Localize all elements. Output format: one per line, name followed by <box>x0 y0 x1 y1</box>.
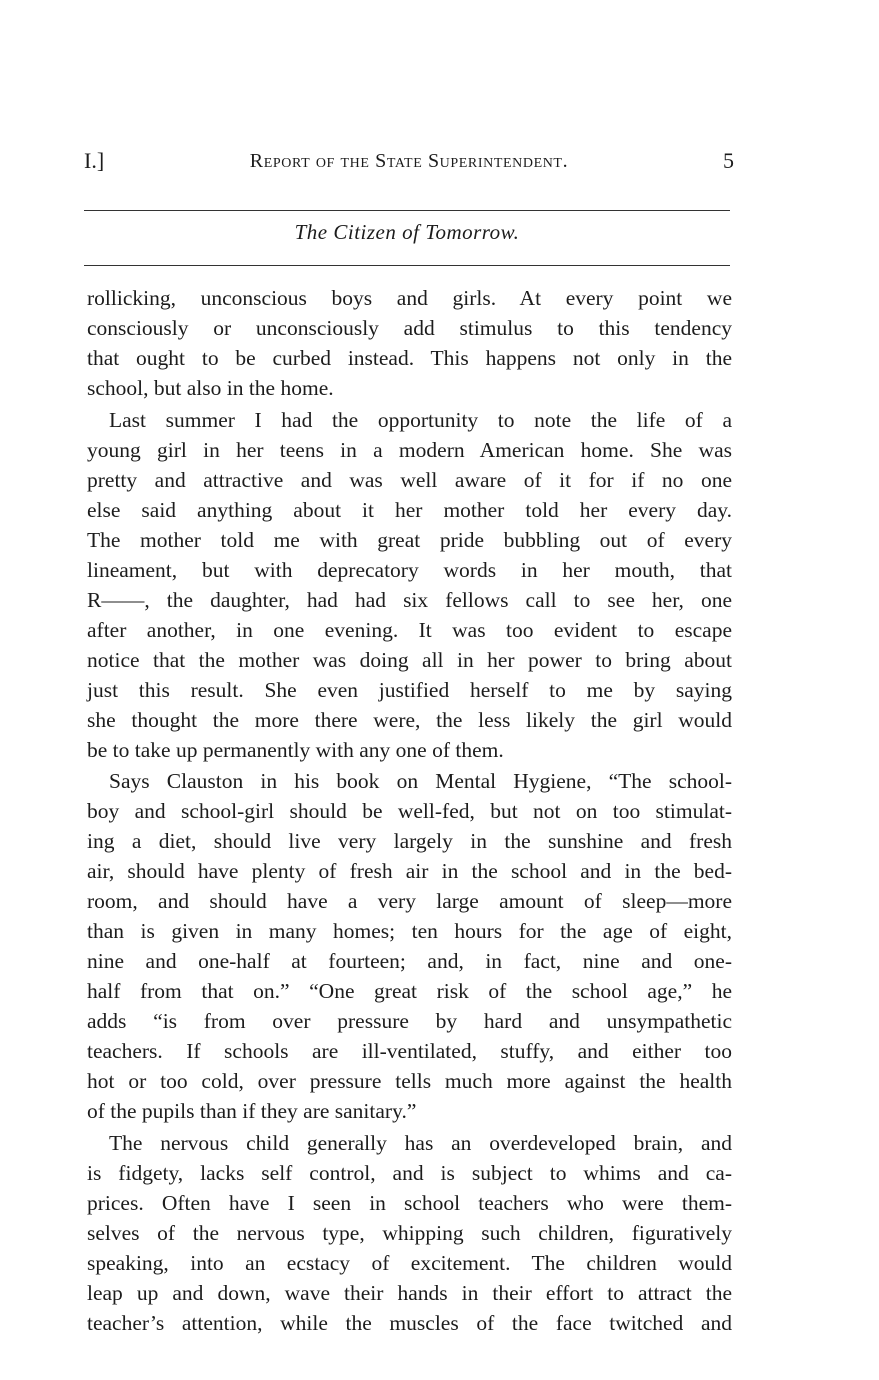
text-line: just this result. She even justified herself to me by saying <box>87 677 732 702</box>
text-line: nine and one-half at fourteen; and, in fact, nine and one- <box>87 949 732 973</box>
text-line: than is given in many homes; ten hours for the age of eight, <box>87 919 732 943</box>
text-line: room, and should have a very large amount of sleep—more <box>87 889 732 913</box>
text-line: prices. Often have I seen in school teachers who were them- <box>87 1190 732 1215</box>
text-line: after another, in one evening. It was too evident to escape <box>87 617 732 642</box>
text-line: that ought to be curbed instead. This happens not only in the <box>87 346 732 370</box>
text-line: teachers. If schools are ill-ventilated, stuffy, and either too <box>87 1039 732 1063</box>
header-rule-top <box>84 210 730 211</box>
text-line: adds “is from over pressure by hard and unsympathetic <box>87 1009 732 1033</box>
paragraph <box>87 405 732 765</box>
text-line: ing a diet, should live very largely in the sunshine and fresh <box>87 829 732 853</box>
text-line: The mother told me with great pride bubbling out of every <box>87 527 732 552</box>
header-rule-bottom <box>84 265 730 266</box>
text-line: school, but also in the home. <box>87 376 334 400</box>
running-head-title: Report of the State Superintendent. <box>249 150 569 172</box>
text-line: notice that the mother was doing all in her power to bring about <box>87 647 732 672</box>
text-line: young girl in her teens in a modern American home. She was <box>87 437 732 462</box>
text-line: boy and school-girl should be well-fed, but not on too stimulat- <box>87 799 732 823</box>
section-number: I.] <box>84 148 105 173</box>
running-head <box>84 148 734 182</box>
text-line: lineament, but with deprecatory words in her mouth, that <box>87 557 732 582</box>
text-line: consciously or unconsciously add stimulus to this tendency <box>87 316 732 340</box>
text-line: The nervous child generally has an overdeveloped brain, and <box>109 1130 732 1155</box>
text-line: speaking, into an ecstacy of excitement. The children would <box>87 1250 732 1275</box>
paragraph <box>87 283 732 403</box>
text-line: she thought the more there were, the less likely the girl would <box>87 707 732 732</box>
text-line: Last summer I had the opportunity to note the life of a <box>109 407 732 432</box>
text-line: is fidgety, lacks self control, and is subject to whims and ca- <box>87 1160 732 1185</box>
text-line: R——, the daughter, had had six fellows call to see her, one <box>87 587 732 612</box>
body-text <box>87 283 732 1339</box>
text-line: hot or too cold, over pressure tells much more against the health <box>87 1069 732 1093</box>
text-line: of the pupils than if they are sanitary.” <box>87 1099 417 1123</box>
text-line: leap up and down, wave their hands in their effort to attract the <box>87 1280 732 1305</box>
text-line: Says Clauston in his book on Mental Hygiene, “The school- <box>109 769 732 793</box>
text-line: teacher’s attention, while the muscles of the face twitched and <box>87 1310 732 1335</box>
text-line: be to take up permanently with any one of them. <box>87 737 504 762</box>
text-line: else said anything about it her mother told her every day. <box>87 497 732 522</box>
text-line: air, should have plenty of fresh air in the school and in the bed- <box>87 859 732 883</box>
paragraph <box>87 766 732 1126</box>
chapter-subtitle: The Citizen of Tomorrow. <box>294 220 520 244</box>
paragraph <box>87 1128 732 1338</box>
text-line: half from that on.” “One great risk of the school age,” he <box>87 979 732 1003</box>
text-line: pretty and attractive and was well aware of it for if no one <box>87 467 732 492</box>
page-number: 5 <box>723 148 734 173</box>
text-line: rollicking, unconscious boys and girls. At every point we <box>87 286 732 310</box>
text-line: selves of the nervous type, whipping such children, figuratively <box>87 1220 732 1245</box>
